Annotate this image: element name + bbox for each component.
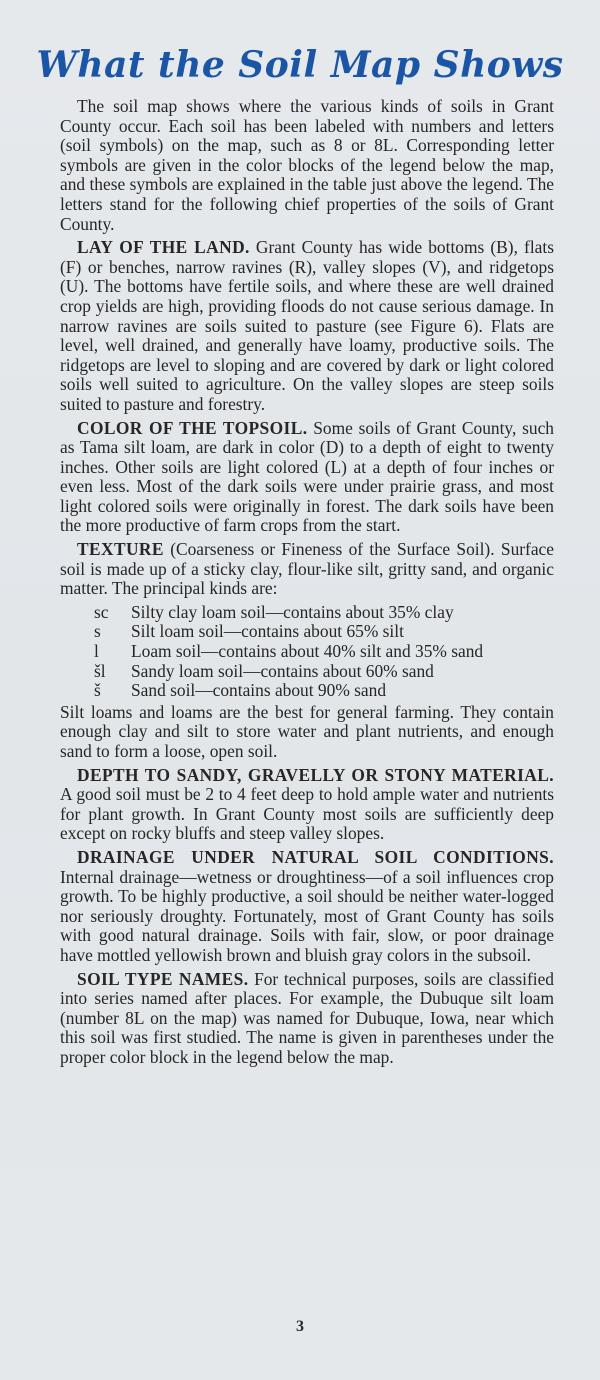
section-heading: LAY OF THE LAND.: [77, 237, 250, 258]
list-item: [94, 603, 554, 623]
section-heading: DEPTH TO SANDY, GRAVELLY OR STONY MATERIAL.: [77, 764, 554, 785]
page-number: 3: [296, 1318, 304, 1335]
texture-code: sc: [94, 601, 109, 622]
section-drainage: [60, 848, 554, 966]
section-color-of-topsoil: [60, 419, 554, 537]
list-item: [94, 662, 554, 682]
texture-after-paragraph: Silt loams and loams are the best for general farming. They contain enough clay and silt to store water and plant nutrients, and enough sand to form a loose, open soil.: [60, 701, 554, 761]
intro-paragraph: The soil map shows where the various kinds of soils in Grant County occur. Each soil has been labeled with numbers and letters (soil symbols) on the map, such as 8 or 8L. Corresponding letter symbols are given in the color blocks of the legend below the map, and these symbols are explained in the table just above the legend. The letters stand for the following chief properties of the soils of Grant County.: [60, 96, 554, 234]
section-body: Some soils of Grant County, such as Tama silt loam, are dark in color (D) to a depth of eight to twenty inches. Other soils are light colored (L) at a depth of four inches or even less. Most of the dark soils were under prairie grass, and most light colored soils were originally in forest. The dark soils have been the more productive of farm crops from the start.: [60, 417, 554, 536]
section-body: A good soil must be 2 to 4 feet deep to hold ample water and nutrients for plant growth. In Grant County most soils are sufficiently deep except on rocky bluffs and steep valley slopes.: [60, 784, 554, 844]
section-heading: SOIL TYPE NAMES.: [77, 968, 249, 989]
section-depth: [60, 766, 554, 844]
texture-desc: Loam soil—contains about 40% silt and 35% sand: [131, 641, 484, 662]
section-heading: TEXTURE: [77, 539, 164, 560]
texture-code: š: [94, 680, 101, 701]
texture-desc: Sandy loam soil—contains about 60% sand: [131, 660, 434, 681]
texture-code: s: [94, 621, 101, 642]
section-body: Grant County has wide bottoms (B), flats (F) or benches, narrow ravines (R), valley slopes (V), and ridgetops (U). The bottoms have fertile soils, and where these are well drained crop yields are high, providing floods do not cause serious damage. In narrow ravines are soils suited to pasture (see Figure 6). Flats are level, well drained, and generally have loamy, productive soils. The ridgetops are level to sloping and are covered by dark or light colored soils well suited to agriculture. On the valley slopes are steep soils suited to pasture and forestry.: [60, 237, 554, 414]
section-lay-of-the-land: [60, 238, 554, 414]
list-item: [94, 622, 554, 642]
texture-list: [94, 603, 554, 701]
page-title: What the Soil Map Shows: [36, 44, 564, 86]
section-body: Internal drainage—wetness or droughtiness—of a soil influences crop growth. To be highly productive, a soil should be neither water-logged nor seriously droughty. Fortunately, most of Grant County has soils with good natural drainage. Soils with fair, slow, or poor drainage have mottled yellowish brown and bluish gray colors in the subsoil.: [60, 866, 554, 965]
section-soil-type-names: [60, 970, 554, 1068]
section-body: For technical purposes, soils are classified into series named after places. For example, the Dubuque silt loam (number 8L on the map) was named for Dubuque, Iowa, near which this soil was first studied. The name is given in parentheses under the proper color block in the legend below the map.: [60, 968, 554, 1067]
section-heading: DRAINAGE UNDER NATURAL SOIL CONDITIONS.: [77, 846, 554, 867]
section-body: (Coarseness or Fineness of the Surface Soil). Surface soil is made up of a sticky clay, flour-like silt, gritty sand, and organic matter. The principal kinds are:: [60, 539, 554, 599]
texture-code: l: [94, 641, 99, 662]
texture-code: šl: [94, 660, 106, 681]
list-item: [94, 681, 554, 701]
texture-desc: Silt loam soil—contains about 65% silt: [131, 621, 404, 642]
article-body: [60, 97, 554, 1072]
texture-desc: Silty clay loam soil—contains about 35% clay: [131, 601, 454, 622]
texture-desc: Sand soil—contains about 90% sand: [131, 680, 387, 701]
section-heading: COLOR OF THE TOPSOIL.: [77, 417, 308, 438]
list-item: [94, 642, 554, 662]
section-texture: [60, 540, 554, 599]
